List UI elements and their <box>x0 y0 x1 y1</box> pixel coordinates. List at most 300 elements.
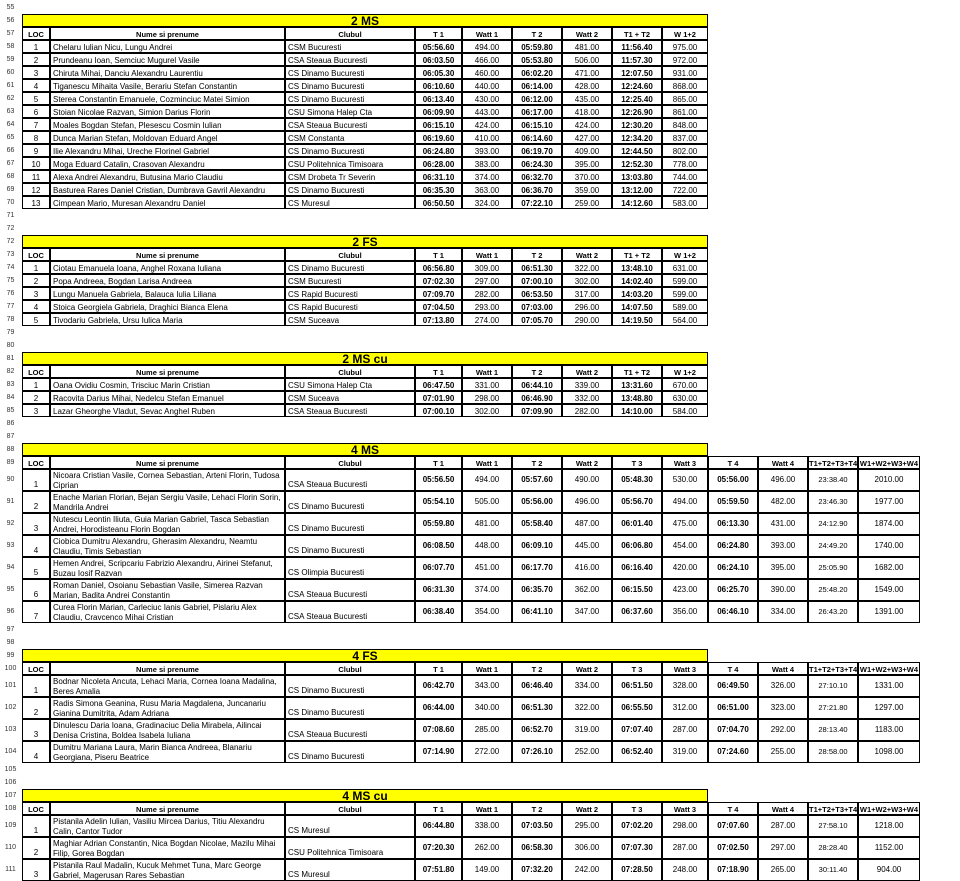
name-cell[interactable]: Tiganescu Mihaita Vasile, Berariu Stefan Constantin <box>50 79 285 92</box>
value-cell[interactable]: 12:30.20 <box>612 118 662 131</box>
column-header[interactable]: T 4 <box>708 456 758 469</box>
value-cell[interactable]: 11:57.30 <box>612 53 662 66</box>
value-cell[interactable]: 06:55.50 <box>612 697 662 719</box>
value-cell[interactable]: 435.00 <box>562 92 612 105</box>
value-cell[interactable]: 07:14.90 <box>415 741 462 763</box>
value-cell[interactable]: 374.00 <box>462 170 512 183</box>
value-cell[interactable]: 904.00 <box>858 859 920 881</box>
value-cell[interactable]: 440.00 <box>462 79 512 92</box>
value-cell[interactable]: 564.00 <box>662 313 708 326</box>
club-cell[interactable]: CS Dinamo Bucuresti <box>285 92 415 105</box>
value-cell[interactable]: 07:04.70 <box>708 719 758 741</box>
club-cell[interactable]: CSU Simona Halep Cta <box>285 105 415 118</box>
value-cell[interactable]: 383.00 <box>462 157 512 170</box>
value-cell[interactable]: 05:56.70 <box>612 491 662 513</box>
value-cell[interactable]: 06:09.90 <box>415 105 462 118</box>
name-cell[interactable]: Maghiar Adrian Constantin, Nica Bogdan Nicolae, Mazilu Mihai Filip, Gorea Bogdan <box>50 837 285 859</box>
value-cell[interactable]: 331.00 <box>462 378 512 391</box>
club-cell[interactable]: CS Dinamo Bucuresti <box>285 513 415 535</box>
column-header[interactable]: Watt 1 <box>462 248 512 261</box>
value-cell[interactable]: 1682.00 <box>858 557 920 579</box>
value-cell[interactable]: 06:19.70 <box>512 144 562 157</box>
name-cell[interactable]: Chelaru Iulian Nicu, Lungu Andrei <box>50 40 285 53</box>
club-cell[interactable]: CS Rapid Bucuresti <box>285 287 415 300</box>
name-cell[interactable]: Moales Bogdan Stefan, Plesescu Cosmin Iulian <box>50 118 285 131</box>
value-cell[interactable]: 302.00 <box>462 404 512 417</box>
club-cell[interactable]: CS Dinamo Bucuresti <box>285 535 415 557</box>
value-cell[interactable]: 868.00 <box>662 79 708 92</box>
value-cell[interactable]: 07:00.10 <box>512 274 562 287</box>
value-cell[interactable]: 27:21.80 <box>808 697 858 719</box>
name-cell[interactable]: Sterea Constantin Emanuele, Cozminciuc Matei Simion <box>50 92 285 105</box>
name-cell[interactable]: Oana Ovidiu Cosmin, Trisciuc Marin Cristian <box>50 378 285 391</box>
column-header[interactable]: T1 + T2 <box>612 27 662 40</box>
value-cell[interactable]: 12:34.20 <box>612 131 662 144</box>
value-cell[interactable]: 374.00 <box>462 579 512 601</box>
value-cell[interactable]: 13:03.80 <box>612 170 662 183</box>
value-cell[interactable]: 06:01.40 <box>612 513 662 535</box>
value-cell[interactable]: 1297.00 <box>858 697 920 719</box>
value-cell[interactable]: 06:41.10 <box>512 601 562 623</box>
name-cell[interactable]: Prundeanu Ioan, Semciuc Mugurel Vasile <box>50 53 285 66</box>
value-cell[interactable]: 1977.00 <box>858 491 920 513</box>
value-cell[interactable]: 24:49.20 <box>808 535 858 557</box>
loc-cell[interactable]: 3 <box>22 287 50 300</box>
column-header[interactable]: T 1 <box>415 456 462 469</box>
loc-cell[interactable]: 12 <box>22 183 50 196</box>
value-cell[interactable]: 07:05.70 <box>512 313 562 326</box>
value-cell[interactable]: 338.00 <box>462 815 512 837</box>
name-cell[interactable]: Cimpean Mario, Muresan Alexandru Daniel <box>50 196 285 209</box>
column-header[interactable]: Clubul <box>285 27 415 40</box>
column-header[interactable]: Clubul <box>285 365 415 378</box>
column-header[interactable]: Nume si prenume <box>50 456 285 469</box>
value-cell[interactable]: 494.00 <box>462 40 512 53</box>
value-cell[interactable]: 06:36.70 <box>512 183 562 196</box>
column-header[interactable]: Nume si prenume <box>50 248 285 261</box>
loc-cell[interactable]: 2 <box>22 53 50 66</box>
column-header[interactable]: W 1+2 <box>662 27 708 40</box>
value-cell[interactable]: 259.00 <box>562 196 612 209</box>
value-cell[interactable]: 06:24.80 <box>708 535 758 557</box>
column-header[interactable]: Watt 2 <box>562 365 612 378</box>
value-cell[interactable]: 272.00 <box>462 741 512 763</box>
value-cell[interactable]: 05:59.80 <box>415 513 462 535</box>
column-header[interactable]: Nume si prenume <box>50 802 285 815</box>
name-cell[interactable]: Stoica Georgiela Gabriela, Draghici Bianca Elena <box>50 300 285 313</box>
column-header[interactable]: W1+W2+W3+W4 <box>858 662 920 675</box>
column-header[interactable]: T 2 <box>512 365 562 378</box>
value-cell[interactable]: 23:46.30 <box>808 491 858 513</box>
value-cell[interactable]: 274.00 <box>462 313 512 326</box>
value-cell[interactable]: 06:17.70 <box>512 557 562 579</box>
loc-cell[interactable]: 3 <box>22 719 50 741</box>
value-cell[interactable]: 06:50.50 <box>415 196 462 209</box>
value-cell[interactable]: 802.00 <box>662 144 708 157</box>
club-cell[interactable]: CSM Drobeta Tr Severin <box>285 170 415 183</box>
club-cell[interactable]: CS Dinamo Bucuresti <box>285 261 415 274</box>
value-cell[interactable]: 05:56.60 <box>415 40 462 53</box>
value-cell[interactable]: 339.00 <box>562 378 612 391</box>
value-cell[interactable]: 06:47.50 <box>415 378 462 391</box>
loc-cell[interactable]: 4 <box>22 300 50 313</box>
value-cell[interactable]: 287.00 <box>662 719 708 741</box>
value-cell[interactable]: 324.00 <box>462 196 512 209</box>
name-cell[interactable]: Dunca Marian Stefan, Moldovan Eduard Angel <box>50 131 285 144</box>
name-cell[interactable]: Popa Andreea, Bogdan Larisa Andreea <box>50 274 285 287</box>
name-cell[interactable]: Roman Daniel, Osoianu Sebastian Vasile, Simerea Razvan Marian, Badita Andrei Constantin <box>50 579 285 601</box>
value-cell[interactable]: 07:09.90 <box>512 404 562 417</box>
value-cell[interactable]: 395.00 <box>758 557 808 579</box>
value-cell[interactable]: 295.00 <box>562 815 612 837</box>
column-header[interactable]: LOC <box>22 662 50 675</box>
value-cell[interactable]: 06:28.00 <box>415 157 462 170</box>
loc-cell[interactable]: 5 <box>22 313 50 326</box>
value-cell[interactable]: 07:22.10 <box>512 196 562 209</box>
value-cell[interactable]: 248.00 <box>662 859 708 881</box>
value-cell[interactable]: 06:14.60 <box>512 131 562 144</box>
value-cell[interactable]: 05:59.50 <box>708 491 758 513</box>
value-cell[interactable]: 332.00 <box>562 391 612 404</box>
value-cell[interactable]: 12:25.40 <box>612 92 662 105</box>
value-cell[interactable]: 26:43.20 <box>808 601 858 623</box>
name-cell[interactable]: Lungu Manuela Gabriela, Balauca Iulia Liliana <box>50 287 285 300</box>
value-cell[interactable]: 393.00 <box>462 144 512 157</box>
value-cell[interactable]: 13:12.00 <box>612 183 662 196</box>
loc-cell[interactable]: 3 <box>22 513 50 535</box>
name-cell[interactable]: Dumitru Mariana Laura, Marin Bianca Andreea, Blanariu Georgiana, Piseru Beatrice <box>50 741 285 763</box>
value-cell[interactable]: 975.00 <box>662 40 708 53</box>
value-cell[interactable]: 424.00 <box>562 118 612 131</box>
column-header[interactable]: T 1 <box>415 27 462 40</box>
value-cell[interactable]: 05:53.80 <box>512 53 562 66</box>
value-cell[interactable]: 07:01.90 <box>415 391 462 404</box>
value-cell[interactable]: 07:18.90 <box>708 859 758 881</box>
value-cell[interactable]: 363.00 <box>462 183 512 196</box>
value-cell[interactable]: 14:03.20 <box>612 287 662 300</box>
value-cell[interactable]: 309.00 <box>462 261 512 274</box>
value-cell[interactable]: 334.00 <box>562 675 612 697</box>
value-cell[interactable]: 1391.00 <box>858 601 920 623</box>
value-cell[interactable]: 07:02.20 <box>612 815 662 837</box>
value-cell[interactable]: 428.00 <box>562 79 612 92</box>
value-cell[interactable]: 1152.00 <box>858 837 920 859</box>
name-cell[interactable]: Chiruta Mihai, Danciu Alexandru Laurentiu <box>50 66 285 79</box>
value-cell[interactable]: 530.00 <box>662 469 708 491</box>
value-cell[interactable]: 505.00 <box>462 491 512 513</box>
value-cell[interactable]: 06:24.80 <box>415 144 462 157</box>
value-cell[interactable]: 05:58.40 <box>512 513 562 535</box>
column-header[interactable]: T 4 <box>708 802 758 815</box>
value-cell[interactable]: 06:46.40 <box>512 675 562 697</box>
value-cell[interactable]: 409.00 <box>562 144 612 157</box>
value-cell[interactable]: 242.00 <box>562 859 612 881</box>
value-cell[interactable]: 282.00 <box>562 404 612 417</box>
value-cell[interactable]: 07:28.50 <box>612 859 662 881</box>
value-cell[interactable]: 27:10.10 <box>808 675 858 697</box>
loc-cell[interactable]: 4 <box>22 79 50 92</box>
value-cell[interactable]: 297.00 <box>758 837 808 859</box>
value-cell[interactable]: 487.00 <box>562 513 612 535</box>
name-cell[interactable]: Moga Eduard Catalin, Crasovan Alexandru <box>50 157 285 170</box>
column-header[interactable]: Watt 1 <box>462 802 512 815</box>
value-cell[interactable]: 06:51.00 <box>708 697 758 719</box>
value-cell[interactable]: 07:00.10 <box>415 404 462 417</box>
value-cell[interactable]: 06:13.30 <box>708 513 758 535</box>
value-cell[interactable]: 28:58.00 <box>808 741 858 763</box>
value-cell[interactable]: 443.00 <box>462 105 512 118</box>
column-header[interactable]: T 2 <box>512 456 562 469</box>
loc-cell[interactable]: 8 <box>22 131 50 144</box>
column-header[interactable]: T1 + T2 <box>612 365 662 378</box>
value-cell[interactable]: 589.00 <box>662 300 708 313</box>
column-header[interactable]: Watt 1 <box>462 456 512 469</box>
name-cell[interactable]: Bodnar Nicoleta Ancuta, Lehaci Maria, Cornea Ioana Madalina, Beres Amalia <box>50 675 285 697</box>
name-cell[interactable]: Pistanila Adelin Iulian, Vasiliu Mircea Darius, Titiu Alexandru Calin, Cantor Tudor <box>50 815 285 837</box>
value-cell[interactable]: 287.00 <box>662 837 708 859</box>
value-cell[interactable]: 347.00 <box>562 601 612 623</box>
value-cell[interactable]: 393.00 <box>758 535 808 557</box>
column-header[interactable]: Watt 2 <box>562 802 612 815</box>
value-cell[interactable]: 06:32.70 <box>512 170 562 183</box>
column-header[interactable]: T 4 <box>708 662 758 675</box>
column-header[interactable]: T1+T2+T3+T4 <box>808 802 858 815</box>
value-cell[interactable]: 24:12.90 <box>808 513 858 535</box>
value-cell[interactable]: 06:24.30 <box>512 157 562 170</box>
value-cell[interactable]: 07:02.30 <box>415 274 462 287</box>
loc-cell[interactable]: 2 <box>22 697 50 719</box>
value-cell[interactable]: 292.00 <box>758 719 808 741</box>
column-header[interactable]: T 3 <box>612 456 662 469</box>
value-cell[interactable]: 454.00 <box>662 535 708 557</box>
column-header[interactable]: W 1+2 <box>662 248 708 261</box>
value-cell[interactable]: 06:07.70 <box>415 557 462 579</box>
value-cell[interactable]: 06:15.50 <box>612 579 662 601</box>
name-cell[interactable]: Ciotau Emanuela Ioana, Anghel Roxana Iuliana <box>50 261 285 274</box>
loc-cell[interactable]: 2 <box>22 491 50 513</box>
club-cell[interactable]: CS Muresul <box>285 815 415 837</box>
club-cell[interactable]: CS Dinamo Bucuresti <box>285 144 415 157</box>
column-header[interactable]: LOC <box>22 365 50 378</box>
block-title[interactable]: 4 MS cu <box>22 789 708 802</box>
value-cell[interactable]: 05:48.30 <box>612 469 662 491</box>
value-cell[interactable]: 298.00 <box>462 391 512 404</box>
club-cell[interactable]: CSA Steaua Bucuresti <box>285 719 415 741</box>
column-header[interactable]: Watt 2 <box>562 248 612 261</box>
value-cell[interactable]: 837.00 <box>662 131 708 144</box>
loc-cell[interactable]: 1 <box>22 469 50 491</box>
column-header[interactable]: Watt 2 <box>562 27 612 40</box>
name-cell[interactable]: Dinulescu Daria Ioana, Gradinaciuc Delia Mirabela, Ailincai Denisa Cristina, Boldea Isabela Iuliana <box>50 719 285 741</box>
name-cell[interactable]: Alexa Andrei Alexandru, Butusina Mario Claudiu <box>50 170 285 183</box>
value-cell[interactable]: 931.00 <box>662 66 708 79</box>
loc-cell[interactable]: 5 <box>22 557 50 579</box>
value-cell[interactable]: 23:38.40 <box>808 469 858 491</box>
club-cell[interactable]: CSU Simona Halep Cta <box>285 378 415 391</box>
value-cell[interactable]: 722.00 <box>662 183 708 196</box>
column-header[interactable]: Watt 2 <box>562 662 612 675</box>
column-header[interactable]: LOC <box>22 248 50 261</box>
club-cell[interactable]: CS Muresul <box>285 196 415 209</box>
value-cell[interactable]: 410.00 <box>462 131 512 144</box>
value-cell[interactable]: 06:38.40 <box>415 601 462 623</box>
column-header[interactable]: Clubul <box>285 662 415 675</box>
value-cell[interactable]: 430.00 <box>462 92 512 105</box>
value-cell[interactable]: 630.00 <box>662 391 708 404</box>
loc-cell[interactable]: 7 <box>22 601 50 623</box>
value-cell[interactable]: 06:09.10 <box>512 535 562 557</box>
value-cell[interactable]: 1183.00 <box>858 719 920 741</box>
value-cell[interactable]: 06:49.50 <box>708 675 758 697</box>
value-cell[interactable]: 481.00 <box>562 40 612 53</box>
value-cell[interactable]: 07:51.80 <box>415 859 462 881</box>
value-cell[interactable]: 06:25.70 <box>708 579 758 601</box>
column-header[interactable]: Nume si prenume <box>50 662 285 675</box>
column-header[interactable]: LOC <box>22 456 50 469</box>
value-cell[interactable]: 06:46.10 <box>708 601 758 623</box>
value-cell[interactable]: 323.00 <box>758 697 808 719</box>
value-cell[interactable]: 13:48.10 <box>612 261 662 274</box>
club-cell[interactable]: CSA Steaua Bucuresti <box>285 579 415 601</box>
value-cell[interactable]: 06:35.70 <box>512 579 562 601</box>
club-cell[interactable]: CSM Bucuresti <box>285 40 415 53</box>
value-cell[interactable]: 482.00 <box>758 491 808 513</box>
value-cell[interactable]: 07:07.30 <box>612 837 662 859</box>
loc-cell[interactable]: 11 <box>22 170 50 183</box>
value-cell[interactable]: 06:14.00 <box>512 79 562 92</box>
value-cell[interactable]: 972.00 <box>662 53 708 66</box>
value-cell[interactable]: 583.00 <box>662 196 708 209</box>
value-cell[interactable]: 317.00 <box>562 287 612 300</box>
value-cell[interactable]: 06:15.10 <box>512 118 562 131</box>
club-cell[interactable]: CS Dinamo Bucuresti <box>285 741 415 763</box>
value-cell[interactable]: 05:56.00 <box>708 469 758 491</box>
value-cell[interactable]: 319.00 <box>562 719 612 741</box>
value-cell[interactable]: 06:46.90 <box>512 391 562 404</box>
value-cell[interactable]: 06:06.80 <box>612 535 662 557</box>
club-cell[interactable]: CS Dinamo Bucuresti <box>285 491 415 513</box>
name-cell[interactable]: Radis Simona Geanina, Rusu Maria Magdalena, Juncanariu Gianina Dumitrita, Adam Adriana <box>50 697 285 719</box>
column-header[interactable]: LOC <box>22 27 50 40</box>
value-cell[interactable]: 06:56.80 <box>415 261 462 274</box>
value-cell[interactable]: 07:13.80 <box>415 313 462 326</box>
value-cell[interactable]: 07:20.30 <box>415 837 462 859</box>
name-cell[interactable]: Nicoara Cristian Vasile, Cornea Sebastian, Arteni Florin, Tudosa Ciprian <box>50 469 285 491</box>
column-header[interactable]: T 1 <box>415 802 462 815</box>
value-cell[interactable]: 302.00 <box>562 274 612 287</box>
loc-cell[interactable]: 9 <box>22 144 50 157</box>
value-cell[interactable]: 448.00 <box>462 535 512 557</box>
value-cell[interactable]: 778.00 <box>662 157 708 170</box>
value-cell[interactable]: 28:28.40 <box>808 837 858 859</box>
value-cell[interactable]: 05:57.60 <box>512 469 562 491</box>
club-cell[interactable]: CSU Politehnica Timisoara <box>285 837 415 859</box>
value-cell[interactable]: 861.00 <box>662 105 708 118</box>
name-cell[interactable]: Stoian Nicolae Razvan, Simion Darius Florin <box>50 105 285 118</box>
value-cell[interactable]: 14:07.50 <box>612 300 662 313</box>
loc-cell[interactable]: 1 <box>22 261 50 274</box>
column-header[interactable]: T1 + T2 <box>612 248 662 261</box>
value-cell[interactable]: 06:16.40 <box>612 557 662 579</box>
value-cell[interactable]: 07:07.60 <box>708 815 758 837</box>
value-cell[interactable]: 06:51.50 <box>612 675 662 697</box>
value-cell[interactable]: 06:51.30 <box>512 697 562 719</box>
column-header[interactable]: Watt 4 <box>758 456 808 469</box>
value-cell[interactable]: 06:02.20 <box>512 66 562 79</box>
value-cell[interactable]: 14:02.40 <box>612 274 662 287</box>
value-cell[interactable]: 12:07.50 <box>612 66 662 79</box>
loc-cell[interactable]: 10 <box>22 157 50 170</box>
value-cell[interactable]: 584.00 <box>662 404 708 417</box>
value-cell[interactable]: 1331.00 <box>858 675 920 697</box>
club-cell[interactable]: CSA Steaua Bucuresti <box>285 601 415 623</box>
column-header[interactable]: Watt 1 <box>462 662 512 675</box>
column-header[interactable]: Watt 3 <box>662 456 708 469</box>
name-cell[interactable]: Curea Florin Marian, Carleciuc Ianis Gabriel, Pislariu Alex Claudiu, Cravcenco Mihai Cristian <box>50 601 285 623</box>
value-cell[interactable]: 07:03.50 <box>512 815 562 837</box>
value-cell[interactable]: 06:13.40 <box>415 92 462 105</box>
value-cell[interactable]: 370.00 <box>562 170 612 183</box>
loc-cell[interactable]: 3 <box>22 859 50 881</box>
value-cell[interactable]: 06:19.60 <box>415 131 462 144</box>
block-title[interactable]: 2 MS <box>22 14 708 27</box>
value-cell[interactable]: 05:59.80 <box>512 40 562 53</box>
value-cell[interactable]: 14:12.60 <box>612 196 662 209</box>
value-cell[interactable]: 07:32.20 <box>512 859 562 881</box>
value-cell[interactable]: 744.00 <box>662 170 708 183</box>
value-cell[interactable]: 1740.00 <box>858 535 920 557</box>
value-cell[interactable]: 424.00 <box>462 118 512 131</box>
block-title[interactable]: 2 MS cu <box>22 352 708 365</box>
value-cell[interactable]: 293.00 <box>462 300 512 313</box>
loc-cell[interactable]: 6 <box>22 579 50 601</box>
name-cell[interactable]: Nutescu Leontin Iliuta, Guia Marian Gabriel, Tasca Sebastian Andrei, Horodisteanu Florin Bogdan <box>50 513 285 535</box>
name-cell[interactable]: Lazar Gheorghe Vladut, Sevac Anghel Ruben <box>50 404 285 417</box>
value-cell[interactable]: 06:37.60 <box>612 601 662 623</box>
value-cell[interactable]: 06:53.50 <box>512 287 562 300</box>
column-header[interactable]: Watt 1 <box>462 365 512 378</box>
value-cell[interactable]: 252.00 <box>562 741 612 763</box>
value-cell[interactable]: 494.00 <box>462 469 512 491</box>
loc-cell[interactable]: 5 <box>22 92 50 105</box>
value-cell[interactable]: 359.00 <box>562 183 612 196</box>
value-cell[interactable]: 490.00 <box>562 469 612 491</box>
column-header[interactable]: T 2 <box>512 662 562 675</box>
club-cell[interactable]: CS Dinamo Bucuresti <box>285 66 415 79</box>
value-cell[interactable]: 496.00 <box>758 469 808 491</box>
club-cell[interactable]: CSM Constanta <box>285 131 415 144</box>
loc-cell[interactable]: 13 <box>22 196 50 209</box>
value-cell[interactable]: 390.00 <box>758 579 808 601</box>
column-header[interactable]: T 2 <box>512 27 562 40</box>
value-cell[interactable]: 262.00 <box>462 837 512 859</box>
value-cell[interactable]: 06:10.60 <box>415 79 462 92</box>
club-cell[interactable]: CS Dinamo Bucuresti <box>285 697 415 719</box>
club-cell[interactable]: CS Muresul <box>285 859 415 881</box>
name-cell[interactable]: Ilie Alexandru Mihai, Ureche Florinel Gabriel <box>50 144 285 157</box>
value-cell[interactable]: 07:26.10 <box>512 741 562 763</box>
value-cell[interactable]: 460.00 <box>462 66 512 79</box>
value-cell[interactable]: 319.00 <box>662 741 708 763</box>
value-cell[interactable]: 296.00 <box>562 300 612 313</box>
value-cell[interactable]: 298.00 <box>662 815 708 837</box>
value-cell[interactable]: 06:51.30 <box>512 261 562 274</box>
club-cell[interactable]: CS Dinamo Bucuresti <box>285 675 415 697</box>
club-cell[interactable]: CSM Suceava <box>285 313 415 326</box>
value-cell[interactable]: 30:11.40 <box>808 859 858 881</box>
value-cell[interactable]: 05:56.50 <box>415 469 462 491</box>
column-header[interactable]: Watt 3 <box>662 662 708 675</box>
